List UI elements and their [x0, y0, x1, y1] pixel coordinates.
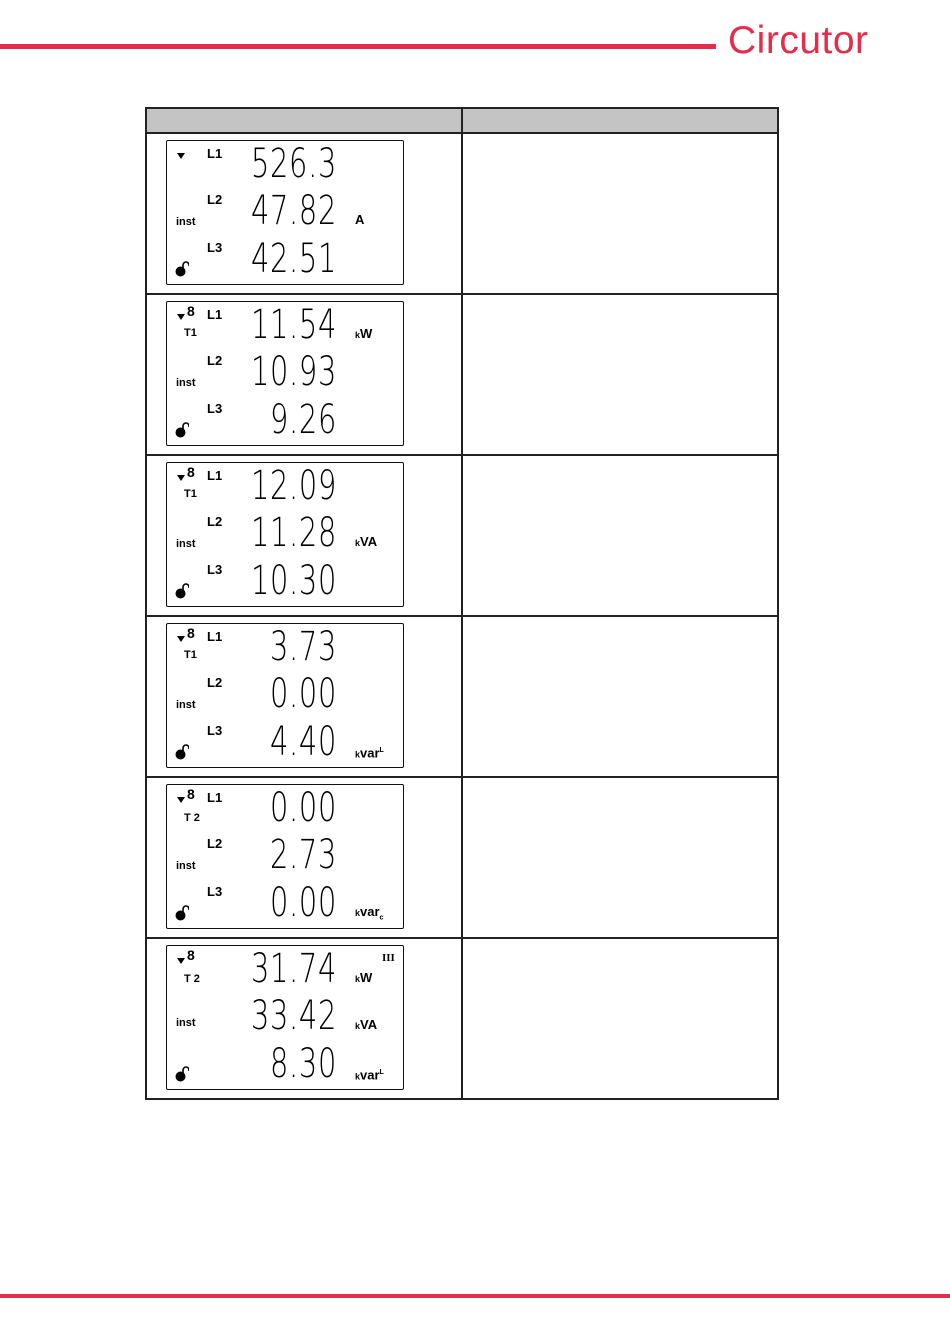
reading-value: 11.54: [250, 302, 337, 348]
reading-value: 8.30: [269, 1041, 337, 1087]
lcd-screen: [166, 945, 404, 1090]
lcd-screen: [166, 784, 404, 929]
tariff-label: T1: [184, 488, 197, 500]
tariff-label: T 2: [184, 973, 200, 985]
lock-open-icon: [175, 1066, 189, 1082]
reading-value: 3.73: [269, 624, 337, 670]
reading-value: 9.26: [269, 397, 337, 443]
tariff-label: T1: [184, 649, 197, 661]
phase-label: L3: [207, 562, 223, 577]
down-triangle-icon: [177, 153, 185, 159]
top-accent-rule: [0, 44, 716, 49]
phase-label: L2: [207, 192, 223, 207]
description-cell: [462, 294, 778, 455]
phase-label: L3: [207, 401, 223, 416]
description-cell: [462, 777, 778, 938]
table-row: [146, 616, 778, 777]
reading-value: 0.00: [269, 880, 337, 926]
bottom-accent-rule: [0, 1294, 950, 1298]
mode-label: inst: [176, 699, 196, 711]
display-cell: [146, 938, 462, 1099]
tariff-label: T1: [184, 327, 197, 339]
bulb-icon: 8: [187, 786, 195, 802]
reading-value: 12.09: [250, 463, 337, 509]
lock-open-icon: [175, 905, 189, 921]
phase-label: L2: [207, 836, 223, 851]
display-table: [145, 107, 779, 1100]
three-phase-icon: III: [382, 952, 395, 964]
reading-value: 42.51: [250, 236, 337, 282]
description-cell: [462, 616, 778, 777]
brand-logo: Circutor: [728, 19, 869, 62]
unit-label: kvar$^L$: [355, 745, 384, 761]
description-cell: [462, 455, 778, 616]
lock-open-icon: [175, 583, 189, 599]
mode-label: inst: [176, 860, 196, 872]
table-row: [146, 455, 778, 616]
reading-value: 31.74: [250, 946, 337, 992]
reading-value: 11.28: [250, 510, 337, 556]
phase-label: L2: [207, 353, 223, 368]
bulb-icon: 8: [187, 625, 195, 641]
header-cell-display: [146, 108, 462, 133]
table-header-row: [146, 108, 778, 133]
unit-label: kW: [355, 970, 373, 985]
reading-value: 47.82: [250, 188, 337, 234]
reading-value: 2.73: [269, 832, 337, 878]
phase-label: L2: [207, 675, 223, 690]
display-cell: [146, 777, 462, 938]
phase-label: L3: [207, 723, 223, 738]
reading-value: 10.93: [250, 349, 337, 395]
mode-label: inst: [176, 216, 196, 228]
reading-value: 0.00: [269, 671, 337, 717]
unit-label: kW: [355, 326, 373, 341]
table-row: [146, 294, 778, 455]
bulb-icon: 8: [187, 464, 195, 480]
down-triangle-icon: [177, 797, 185, 803]
phase-label: L1: [207, 468, 223, 483]
unit-label: kVA: [355, 1017, 378, 1032]
lcd-screen: [166, 301, 404, 446]
reading-value: 4.40: [269, 719, 337, 765]
lcd-screen: [166, 462, 404, 607]
phase-label: L3: [207, 884, 223, 899]
header-cell-description: [462, 108, 778, 133]
reading-value: 0.00: [269, 785, 337, 831]
phase-label: L1: [207, 146, 223, 161]
mode-label: inst: [176, 1017, 196, 1029]
phase-label: L2: [207, 514, 223, 529]
mode-label: inst: [176, 377, 196, 389]
bulb-icon: 8: [187, 303, 195, 319]
unit-label: kVA: [355, 534, 378, 549]
lock-open-icon: [175, 422, 189, 438]
mode-label: inst: [176, 538, 196, 550]
table-row: [146, 938, 778, 1099]
table-row: [146, 777, 778, 938]
phase-label: L1: [207, 629, 223, 644]
reading-value: 526.3: [250, 141, 337, 187]
down-triangle-icon: [177, 958, 185, 964]
display-cell: [146, 133, 462, 294]
display-cell: [146, 455, 462, 616]
lcd-screen: [166, 623, 404, 768]
unit-label: kvar$_c$: [355, 904, 384, 922]
unit-label: A: [355, 212, 365, 227]
description-cell: [462, 133, 778, 294]
tariff-label: T 2: [184, 812, 200, 824]
display-cell: [146, 294, 462, 455]
lock-open-icon: [175, 261, 189, 277]
lock-open-icon: [175, 744, 189, 760]
down-triangle-icon: [177, 636, 185, 642]
down-triangle-icon: [177, 314, 185, 320]
bulb-icon: 8: [187, 947, 195, 963]
phase-label: L1: [207, 307, 223, 322]
reading-value: 33.42: [250, 993, 337, 1039]
description-cell: [462, 938, 778, 1099]
display-cell: [146, 616, 462, 777]
reading-value: 10.30: [250, 558, 337, 604]
phase-label: L1: [207, 790, 223, 805]
lcd-screen: [166, 140, 404, 285]
table-row: [146, 133, 778, 294]
phase-label: L3: [207, 240, 223, 255]
unit-label: kvar$^L$: [355, 1067, 384, 1083]
down-triangle-icon: [177, 475, 185, 481]
